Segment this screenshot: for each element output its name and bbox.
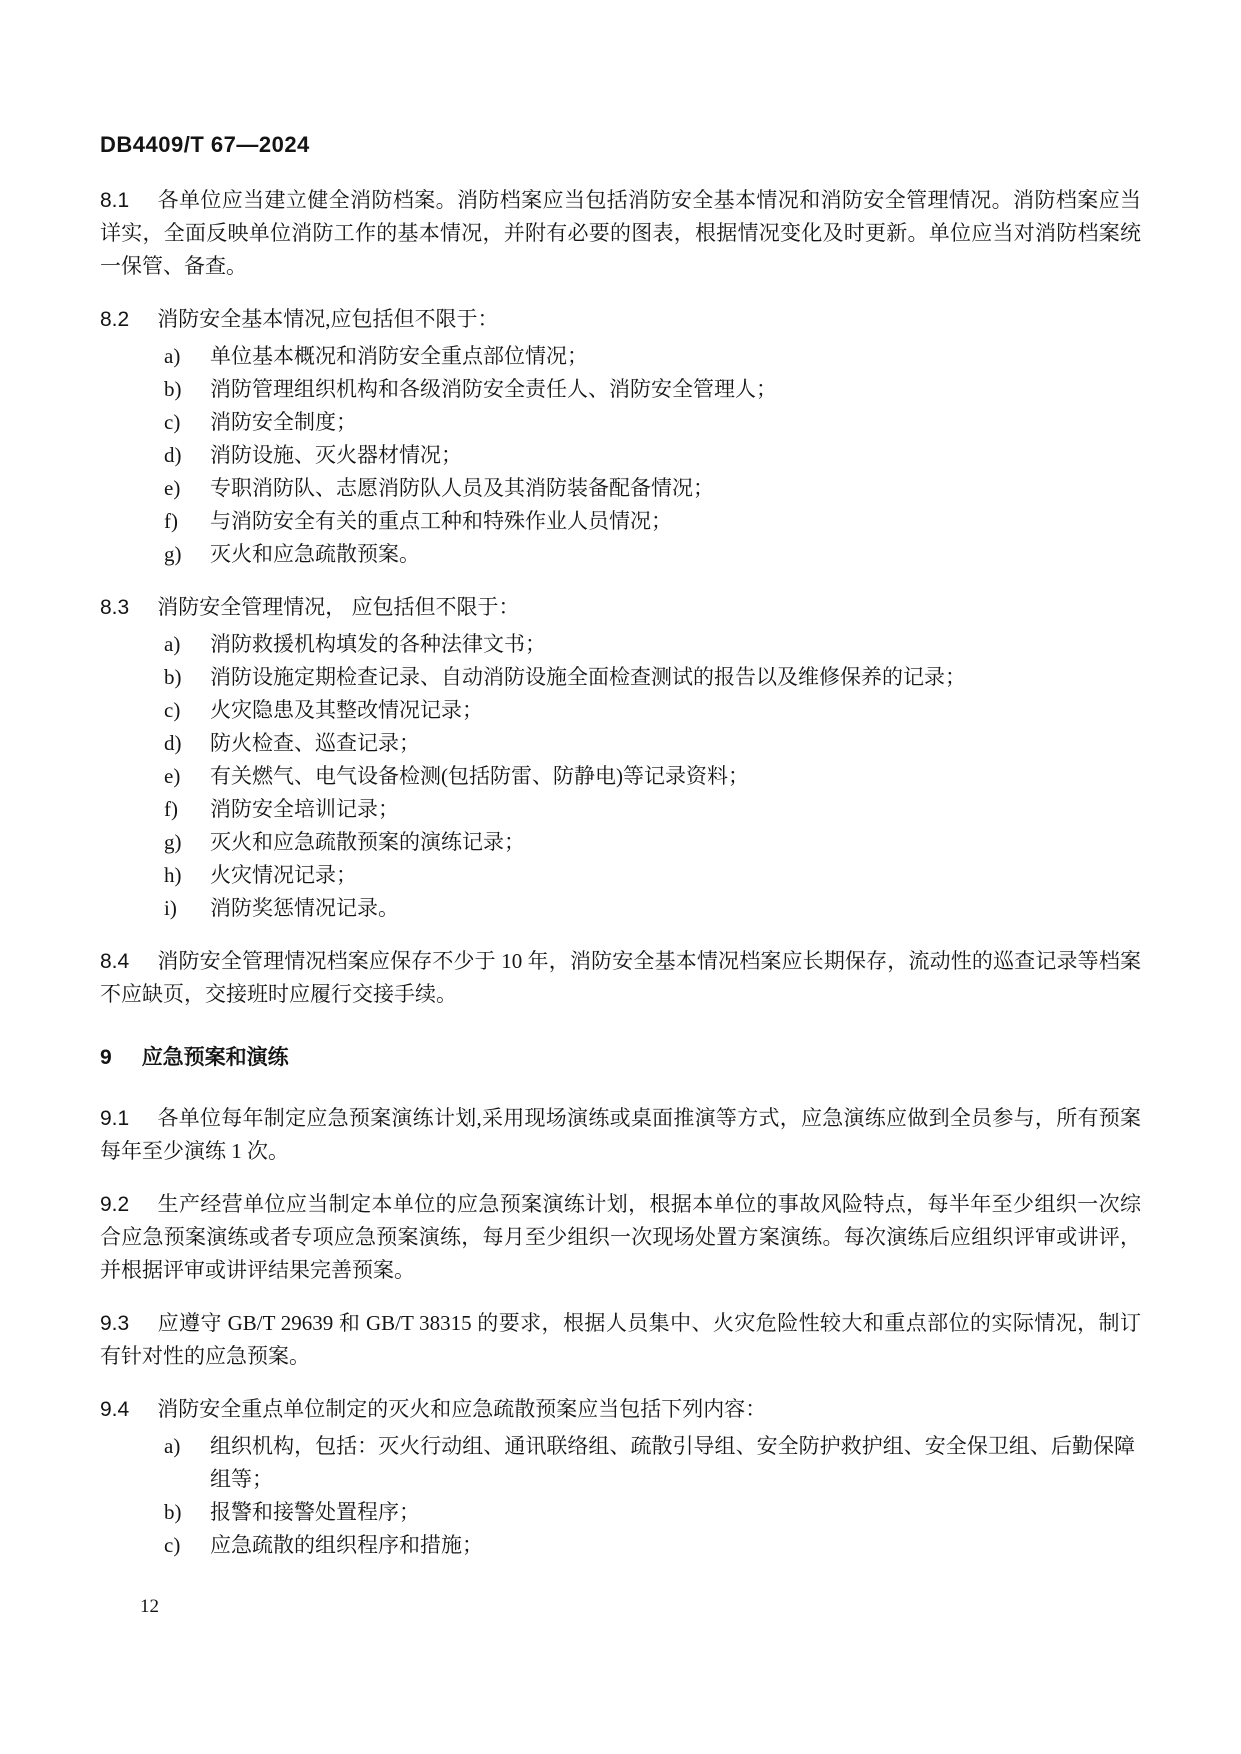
item-label: b) bbox=[164, 377, 182, 401]
item-text: 火灾情况记录； bbox=[210, 863, 357, 887]
clause-9-3 bbox=[100, 1307, 1141, 1373]
list-item bbox=[100, 1496, 1141, 1529]
item-label: a) bbox=[164, 632, 181, 656]
clause-8-4 bbox=[100, 945, 1141, 1011]
list-item bbox=[100, 340, 1141, 373]
clause-9-1 bbox=[100, 1102, 1141, 1168]
item-label: f) bbox=[164, 509, 178, 533]
list-item bbox=[100, 628, 1141, 661]
clause-number: 9.3 bbox=[100, 1312, 130, 1335]
list-item bbox=[100, 727, 1141, 760]
clause-8-2 bbox=[100, 303, 1141, 336]
item-label: c) bbox=[164, 410, 181, 434]
section-9-heading bbox=[100, 1041, 1141, 1074]
item-text: 消防奖惩情况记录。 bbox=[210, 896, 399, 920]
item-text: 专职消防队、志愿消防队人员及其消防装备配备情况； bbox=[210, 476, 714, 500]
list-item bbox=[100, 439, 1141, 472]
clause-text: 应遵守 GB/T 29639 和 GB/T 38315 的要求，根据人员集中、火灾危险性较大和重点部位的实际情况，制订有针对性的应急预案。 bbox=[100, 1311, 1141, 1368]
item-text: 消防安全制度； bbox=[210, 410, 357, 434]
item-text: 灭火和应急疏散预案的演练记录； bbox=[210, 830, 525, 854]
clause-text: 消防安全管理情况档案应保存不少于 10 年，消防安全基本情况档案应长期保存，流动性的巡查记录等档案不应缺页，交接班时应履行交接手续。 bbox=[100, 949, 1141, 1006]
clause-number: 8.4 bbox=[100, 950, 130, 973]
clause-text: 消防安全重点单位制定的灭火和应急疏散预案应当包括下列内容： bbox=[157, 1397, 767, 1421]
item-text: 火灾隐患及其整改情况记录； bbox=[210, 698, 483, 722]
item-label: c) bbox=[164, 1533, 181, 1557]
list-item bbox=[100, 859, 1141, 892]
clause-8-3-list bbox=[100, 628, 1141, 925]
page-number: 12 bbox=[140, 1596, 159, 1617]
list-item bbox=[100, 793, 1141, 826]
list-item bbox=[100, 472, 1141, 505]
item-text: 消防设施定期检查记录、自动消防设施全面检查测试的报告以及维修保养的记录； bbox=[210, 665, 966, 689]
list-item bbox=[100, 892, 1141, 925]
clause-8-3 bbox=[100, 591, 1141, 624]
list-item bbox=[100, 1430, 1141, 1496]
clause-number: 9.1 bbox=[100, 1107, 130, 1130]
clause-text: 各单位应当建立健全消防档案。消防档案应当包括消防安全基本情况和消防安全管理情况。消防档案应当详实，全面反映单位消防工作的基本情况，并附有必要的图表，根据情况变化及时更新。单位应当对消防档案统一保管、备查。 bbox=[100, 188, 1141, 278]
list-item bbox=[100, 373, 1141, 406]
item-text: 消防救援机构填发的各种法律文书； bbox=[210, 632, 546, 656]
item-label: f) bbox=[164, 797, 178, 821]
list-item bbox=[100, 505, 1141, 538]
document-code-header: DB4409/T 67—2024 bbox=[100, 132, 310, 157]
clause-8-1 bbox=[100, 184, 1141, 283]
clause-text: 各单位每年制定应急预案演练计划,采用现场演练或桌面推演等方式，应急演练应做到全员参与，所有预案每年至少演练 1 次。 bbox=[100, 1106, 1141, 1163]
clause-number: 9.2 bbox=[100, 1193, 130, 1216]
item-label: g) bbox=[164, 830, 182, 854]
list-item bbox=[100, 406, 1141, 439]
clause-text: 消防安全基本情况,应包括但不限于： bbox=[157, 307, 499, 331]
item-label: c) bbox=[164, 698, 181, 722]
list-item bbox=[100, 826, 1141, 859]
item-label: h) bbox=[164, 863, 182, 887]
section-title: 应急预案和演练 bbox=[141, 1046, 289, 1069]
item-text: 应急疏散的组织程序和措施； bbox=[210, 1533, 483, 1557]
clause-text: 生产经营单位应当制定本单位的应急预案演练计划，根据本单位的事故风险特点，每半年至少组织一次综合应急预案演练或者专项应急预案演练，每月至少组织一次现场处置方案演练。每次演练后应组织评审或讲评，并根据评审或讲评结果完善预案。 bbox=[100, 1192, 1141, 1282]
item-text: 报警和接警处置程序； bbox=[210, 1500, 420, 1524]
clause-number: 9.4 bbox=[100, 1398, 130, 1421]
section-number: 9 bbox=[100, 1046, 112, 1069]
item-text: 与消防安全有关的重点工种和特殊作业人员情况； bbox=[210, 509, 672, 533]
clause-number: 8.1 bbox=[100, 189, 130, 212]
item-text: 消防设施、灭火器材情况； bbox=[210, 443, 462, 467]
page-content bbox=[100, 132, 1141, 1582]
item-label: a) bbox=[164, 344, 181, 368]
item-text: 防火检查、巡查记录； bbox=[210, 731, 420, 755]
item-text: 组织机构，包括：灭火行动组、通讯联络组、疏散引导组、安全防护救护组、安全保卫组、后勤保障组等； bbox=[210, 1434, 1135, 1491]
clause-number: 8.3 bbox=[100, 596, 130, 619]
clause-8-2-list bbox=[100, 340, 1141, 571]
item-text: 消防安全培训记录； bbox=[210, 797, 399, 821]
item-label: g) bbox=[164, 542, 182, 566]
item-label: e) bbox=[164, 764, 181, 788]
item-label: i) bbox=[164, 896, 177, 920]
clause-9-4-list bbox=[100, 1430, 1141, 1562]
item-text: 消防管理组织机构和各级消防安全责任人、消防安全管理人； bbox=[210, 377, 777, 401]
clause-9-2 bbox=[100, 1188, 1141, 1287]
list-item bbox=[100, 1529, 1141, 1562]
list-item bbox=[100, 538, 1141, 571]
item-label: e) bbox=[164, 476, 181, 500]
item-label: b) bbox=[164, 665, 182, 689]
item-label: b) bbox=[164, 1500, 182, 1524]
clause-text: 消防安全管理情况， 应包括但不限于： bbox=[157, 595, 520, 619]
item-text: 灭火和应急疏散预案。 bbox=[210, 542, 420, 566]
list-item bbox=[100, 661, 1141, 694]
clause-number: 8.2 bbox=[100, 308, 130, 331]
list-item bbox=[100, 694, 1141, 727]
clause-9-4 bbox=[100, 1393, 1141, 1426]
item-label: d) bbox=[164, 443, 182, 467]
item-label: a) bbox=[164, 1434, 181, 1458]
list-item bbox=[100, 760, 1141, 793]
item-text: 有关燃气、电气设备检测(包括防雷、防静电)等记录资料； bbox=[210, 764, 749, 788]
item-label: d) bbox=[164, 731, 182, 755]
item-text: 单位基本概况和消防安全重点部位情况； bbox=[210, 344, 588, 368]
